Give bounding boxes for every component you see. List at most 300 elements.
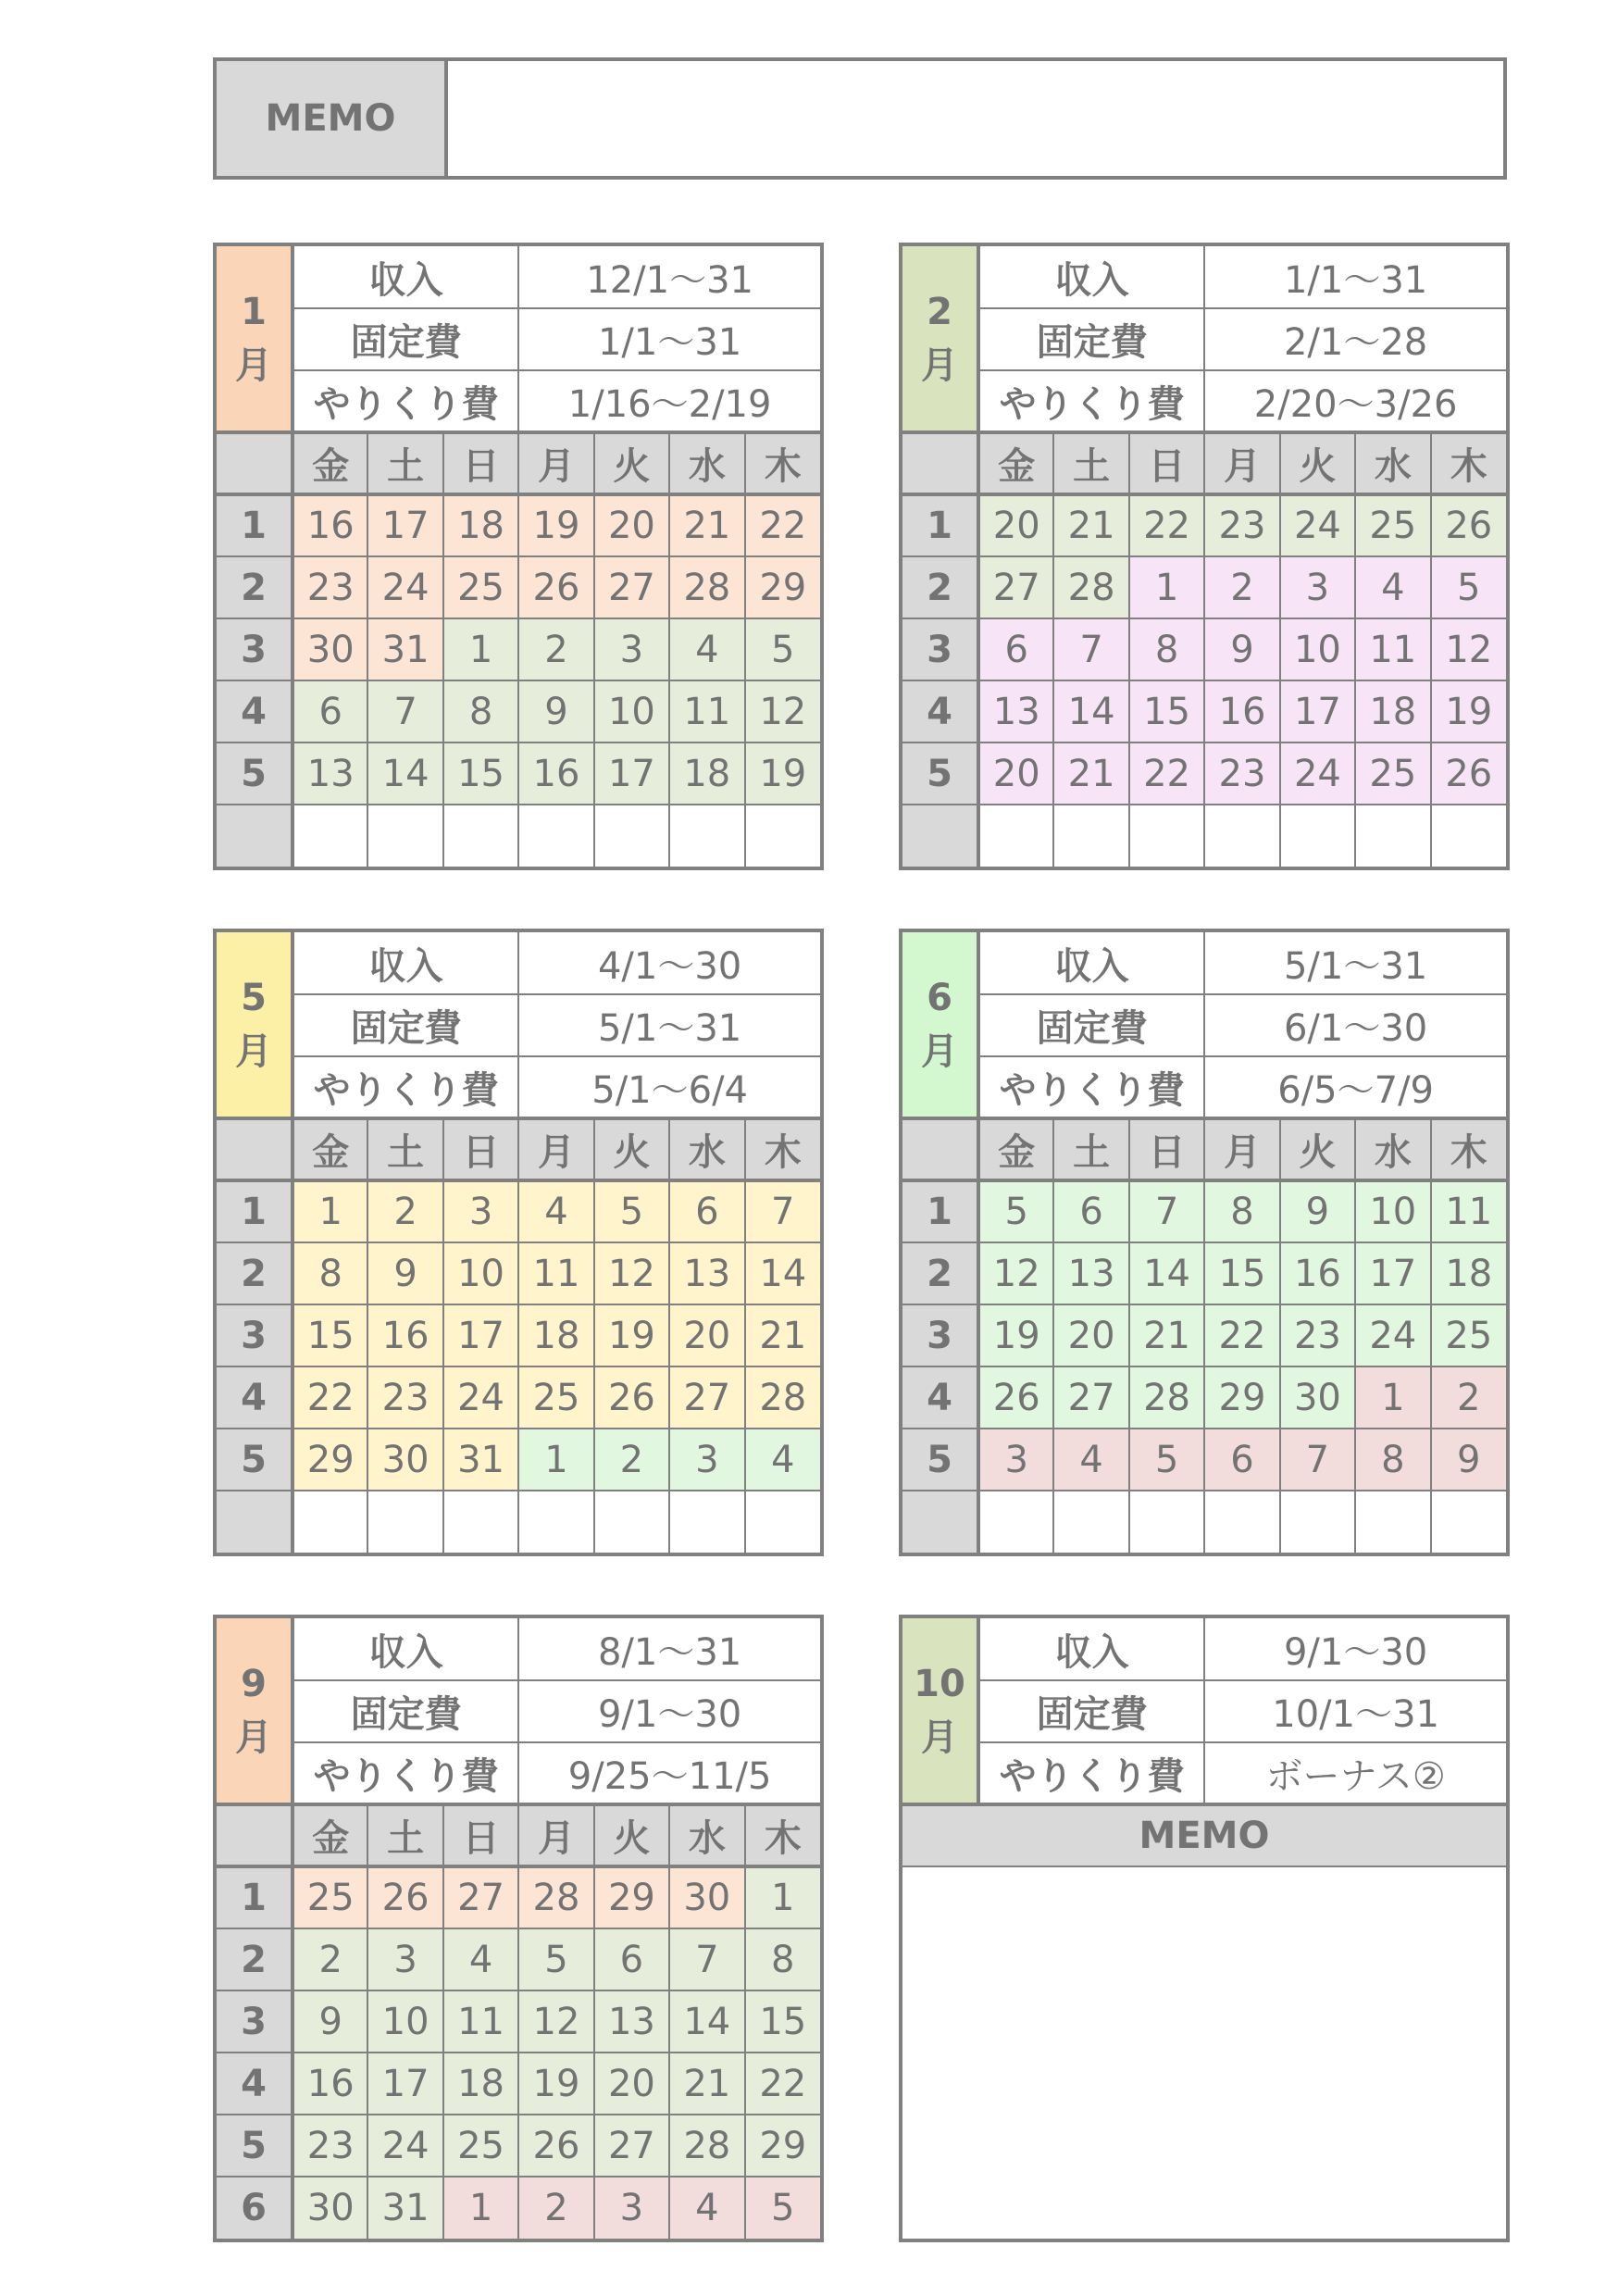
weekday-header: 水 — [1355, 1118, 1430, 1180]
day-cell[interactable]: 17 — [1355, 1242, 1430, 1304]
week-row — [902, 1242, 1506, 1304]
day-cell[interactable]: 8 — [292, 1242, 367, 1304]
day-cell[interactable]: 21 — [669, 2053, 744, 2115]
day-cell[interactable]: 23 — [1280, 1304, 1355, 1366]
day-cell[interactable]: 23 — [367, 1366, 442, 1429]
day-cell[interactable]: 17 — [367, 2053, 442, 2115]
day-cell[interactable] — [978, 805, 1053, 867]
month-label — [902, 246, 978, 432]
day-cell[interactable]: 5 — [745, 2177, 820, 2239]
day-cell[interactable]: 18 — [443, 494, 518, 556]
top-memo-label: MEMO — [217, 61, 448, 176]
header-row-fixed — [217, 1680, 820, 1742]
month-number: 2 — [927, 290, 952, 333]
day-cell[interactable]: 24 — [443, 1366, 518, 1429]
week-number: 5 — [217, 742, 292, 805]
day-cell[interactable]: 6 — [1204, 1429, 1279, 1491]
day-cell[interactable]: 27 — [594, 556, 669, 618]
day-cell[interactable]: 13 — [1053, 1242, 1128, 1304]
day-cell[interactable]: 7 — [1053, 618, 1128, 680]
day-cell[interactable] — [443, 805, 518, 867]
day-cell[interactable]: 17 — [1280, 680, 1355, 742]
weekday-header: 金 — [292, 1804, 367, 1866]
month-unit: 月 — [235, 343, 272, 387]
day-cell[interactable]: 30 — [292, 2177, 367, 2239]
day-cell[interactable]: 11 — [443, 1990, 518, 2053]
day-cell[interactable] — [1053, 1491, 1128, 1553]
fixed-range[interactable]: 10/1～31 — [1204, 1680, 1506, 1742]
day-cell[interactable]: 15 — [745, 1990, 820, 2053]
day-cell[interactable]: 23 — [292, 2115, 367, 2177]
day-cell[interactable]: 3 — [594, 2177, 669, 2239]
day-cell[interactable] — [1129, 805, 1204, 867]
week-row — [217, 1990, 820, 2053]
day-cell[interactable]: 22 — [1129, 742, 1204, 805]
day-cell[interactable]: 6 — [669, 1180, 744, 1242]
day-cell[interactable]: 21 — [1053, 742, 1128, 805]
day-cell[interactable]: 8 — [1204, 1180, 1279, 1242]
day-cell[interactable]: 5 — [1129, 1429, 1204, 1491]
day-cell[interactable]: 10 — [1280, 618, 1355, 680]
income-label: 収入 — [292, 1618, 518, 1680]
day-cell[interactable]: 24 — [1280, 494, 1355, 556]
day-cell[interactable]: 28 — [1053, 556, 1128, 618]
header-row-variable — [217, 370, 820, 432]
weekday-header-corner — [902, 432, 978, 494]
income-range[interactable]: 4/1～30 — [518, 932, 820, 994]
day-cell[interactable]: 16 — [1204, 680, 1279, 742]
day-cell[interactable]: 16 — [1280, 1242, 1355, 1304]
header-row-fixed — [902, 308, 1506, 370]
day-cell[interactable]: 4 — [745, 1429, 820, 1491]
memo-header-row — [902, 1804, 1506, 1866]
weekday-header-corner — [902, 1118, 978, 1180]
day-cell[interactable]: 14 — [1129, 1242, 1204, 1304]
month-label — [217, 246, 292, 432]
week-number: 2 — [217, 556, 292, 618]
day-cell[interactable]: 17 — [594, 742, 669, 805]
fixed-range[interactable]: 2/1～28 — [1204, 308, 1506, 370]
day-cell[interactable]: 25 — [443, 556, 518, 618]
fixed-range[interactable]: 1/1～31 — [518, 308, 820, 370]
weekday-header: 水 — [669, 1118, 744, 1180]
day-cell[interactable]: 6 — [594, 1928, 669, 1990]
day-cell[interactable]: 20 — [594, 2053, 669, 2115]
fixed-label: 固定費 — [292, 994, 518, 1056]
day-cell[interactable]: 9 — [1431, 1429, 1506, 1491]
top-memo-area[interactable] — [448, 61, 1503, 176]
fixed-label: 固定費 — [978, 1680, 1204, 1742]
day-cell[interactable]: 29 — [745, 556, 820, 618]
weekday-header: 土 — [1053, 1118, 1128, 1180]
weekday-header-corner — [217, 1804, 292, 1866]
day-cell[interactable]: 24 — [1355, 1304, 1430, 1366]
day-cell[interactable]: 4 — [669, 618, 744, 680]
day-cell[interactable]: 17 — [443, 1304, 518, 1366]
day-cell[interactable]: 21 — [745, 1304, 820, 1366]
day-cell[interactable]: 19 — [978, 1304, 1053, 1366]
day-cell[interactable] — [745, 1491, 820, 1553]
week-row — [217, 742, 820, 805]
header-row-income — [902, 1618, 1506, 1680]
day-cell[interactable]: 5 — [745, 618, 820, 680]
day-cell[interactable]: 16 — [292, 494, 367, 556]
day-cell[interactable]: 14 — [669, 1990, 744, 2053]
week-row — [217, 2053, 820, 2115]
day-cell[interactable]: 19 — [1431, 680, 1506, 742]
day-cell[interactable]: 27 — [978, 556, 1053, 618]
week-number: 2 — [902, 1242, 978, 1304]
month-table — [217, 1618, 820, 2239]
day-cell[interactable]: 25 — [1355, 494, 1430, 556]
week-row — [902, 618, 1506, 680]
day-cell[interactable]: 8 — [1129, 618, 1204, 680]
day-cell[interactable]: 11 — [1355, 618, 1430, 680]
income-label: 収入 — [978, 1618, 1204, 1680]
day-cell[interactable]: 23 — [1204, 742, 1279, 805]
day-cell[interactable]: 1 — [1355, 1366, 1430, 1429]
week-number: 3 — [217, 618, 292, 680]
day-cell[interactable]: 31 — [367, 618, 442, 680]
income-range[interactable]: 5/1～31 — [1204, 932, 1506, 994]
day-cell[interactable]: 31 — [443, 1429, 518, 1491]
day-cell[interactable] — [669, 805, 744, 867]
day-cell[interactable]: 22 — [1204, 1304, 1279, 1366]
memo-area[interactable] — [902, 1866, 1506, 2239]
day-cell[interactable] — [594, 1491, 669, 1553]
week-row — [217, 1304, 820, 1366]
day-cell[interactable] — [1355, 805, 1430, 867]
day-cell[interactable]: 7 — [367, 680, 442, 742]
day-cell[interactable]: 13 — [978, 680, 1053, 742]
day-cell[interactable]: 26 — [518, 556, 593, 618]
day-cell[interactable]: 25 — [1431, 1304, 1506, 1366]
variable-range[interactable]: 6/5～7/9 — [1204, 1056, 1506, 1118]
day-cell[interactable]: 14 — [1053, 680, 1128, 742]
day-cell[interactable]: 9 — [367, 1242, 442, 1304]
day-cell[interactable]: 27 — [669, 1366, 744, 1429]
day-cell[interactable] — [594, 805, 669, 867]
day-cell[interactable] — [1053, 805, 1128, 867]
day-cell[interactable]: 3 — [1280, 556, 1355, 618]
day-cell[interactable]: 10 — [1355, 1180, 1430, 1242]
day-cell[interactable]: 2 — [518, 618, 593, 680]
income-range[interactable]: 12/1～31 — [518, 246, 820, 308]
weekday-header: 月 — [518, 1804, 593, 1866]
weekday-header-row — [217, 432, 820, 494]
day-cell[interactable]: 22 — [745, 494, 820, 556]
income-range[interactable]: 8/1～31 — [518, 1618, 820, 1680]
day-cell[interactable]: 13 — [292, 742, 367, 805]
day-cell[interactable] — [1204, 805, 1279, 867]
day-cell[interactable]: 23 — [292, 556, 367, 618]
day-cell[interactable] — [292, 805, 367, 867]
variable-range[interactable]: 9/25～11/5 — [518, 1742, 820, 1804]
day-cell[interactable]: 26 — [1431, 494, 1506, 556]
day-cell[interactable]: 4 — [1355, 556, 1430, 618]
day-cell[interactable]: 9 — [292, 1990, 367, 2053]
weekday-header: 火 — [594, 432, 669, 494]
day-cell[interactable]: 2 — [292, 1928, 367, 1990]
day-cell[interactable]: 2 — [1431, 1366, 1506, 1429]
day-cell[interactable]: 9 — [1280, 1180, 1355, 1242]
day-cell[interactable]: 8 — [443, 680, 518, 742]
day-cell[interactable] — [1129, 1491, 1204, 1553]
day-cell[interactable]: 19 — [745, 742, 820, 805]
day-cell[interactable]: 8 — [1355, 1429, 1430, 1491]
day-cell[interactable]: 16 — [367, 1304, 442, 1366]
day-cell[interactable]: 11 — [669, 680, 744, 742]
weekday-header: 金 — [292, 1118, 367, 1180]
day-cell[interactable]: 6 — [292, 680, 367, 742]
day-cell[interactable]: 6 — [978, 618, 1053, 680]
day-cell[interactable]: 11 — [1431, 1180, 1506, 1242]
variable-range[interactable]: 5/1～6/4 — [518, 1056, 820, 1118]
day-cell[interactable]: 28 — [745, 1366, 820, 1429]
day-cell[interactable]: 27 — [443, 1866, 518, 1928]
header-row-variable — [217, 1056, 820, 1118]
day-cell[interactable]: 12 — [594, 1242, 669, 1304]
day-cell[interactable]: 13 — [594, 1990, 669, 2053]
day-cell[interactable]: 28 — [518, 1866, 593, 1928]
day-cell[interactable]: 26 — [518, 2115, 593, 2177]
day-cell[interactable]: 28 — [1129, 1366, 1204, 1429]
day-cell[interactable]: 17 — [367, 494, 442, 556]
day-cell[interactable]: 9 — [1204, 618, 1279, 680]
day-cell[interactable]: 23 — [1204, 494, 1279, 556]
day-cell[interactable]: 7 — [669, 1928, 744, 1990]
day-cell[interactable] — [1355, 1491, 1430, 1553]
day-cell[interactable]: 29 — [594, 1866, 669, 1928]
week-number: 4 — [217, 2053, 292, 2115]
day-cell[interactable]: 7 — [745, 1180, 820, 1242]
day-cell[interactable]: 13 — [669, 1242, 744, 1304]
day-cell[interactable] — [367, 1491, 442, 1553]
day-cell[interactable]: 24 — [1280, 742, 1355, 805]
variable-range[interactable]: 2/20～3/26 — [1204, 370, 1506, 432]
day-cell[interactable]: 12 — [518, 1990, 593, 2053]
day-cell[interactable]: 2 — [594, 1429, 669, 1491]
day-cell[interactable]: 30 — [669, 1866, 744, 1928]
day-cell[interactable]: 2 — [367, 1180, 442, 1242]
fixed-range[interactable]: 9/1～30 — [518, 1680, 820, 1742]
day-cell[interactable]: 25 — [1355, 742, 1430, 805]
week-number: 1 — [217, 494, 292, 556]
day-cell[interactable]: 8 — [745, 1928, 820, 1990]
day-cell[interactable]: 26 — [367, 1866, 442, 1928]
day-cell[interactable]: 15 — [1129, 680, 1204, 742]
day-cell[interactable]: 14 — [745, 1242, 820, 1304]
month-block-2 — [899, 243, 1510, 870]
day-cell[interactable]: 19 — [518, 494, 593, 556]
day-cell[interactable]: 24 — [367, 2115, 442, 2177]
day-cell[interactable]: 28 — [669, 556, 744, 618]
day-cell[interactable]: 1 — [443, 2177, 518, 2239]
month-number: 10 — [914, 1662, 965, 1705]
day-cell[interactable] — [443, 1491, 518, 1553]
weekday-header: 木 — [1431, 432, 1506, 494]
day-cell[interactable]: 20 — [669, 1304, 744, 1366]
weekday-header: 木 — [745, 432, 820, 494]
day-cell[interactable]: 19 — [594, 1304, 669, 1366]
day-cell[interactable] — [745, 805, 820, 867]
weekday-header-row — [217, 1804, 820, 1866]
week-number: 2 — [217, 1928, 292, 1990]
day-cell[interactable]: 25 — [292, 1866, 367, 1928]
day-cell[interactable] — [367, 805, 442, 867]
day-cell[interactable]: 21 — [1053, 494, 1128, 556]
day-cell[interactable] — [518, 805, 593, 867]
day-cell[interactable]: 6 — [1053, 1180, 1128, 1242]
day-cell[interactable] — [1431, 1491, 1506, 1553]
day-cell[interactable]: 3 — [978, 1429, 1053, 1491]
day-cell[interactable]: 30 — [292, 618, 367, 680]
day-cell[interactable]: 15 — [443, 742, 518, 805]
variable-label: やりくり費 — [292, 370, 518, 432]
day-cell[interactable]: 24 — [367, 556, 442, 618]
month-block-1 — [213, 243, 824, 870]
day-cell[interactable]: 18 — [518, 1304, 593, 1366]
fixed-range[interactable]: 6/1～30 — [1204, 994, 1506, 1056]
day-cell[interactable]: 1 — [443, 618, 518, 680]
day-cell[interactable]: 18 — [1355, 680, 1430, 742]
day-cell[interactable]: 30 — [367, 1429, 442, 1491]
day-cell[interactable] — [1280, 1491, 1355, 1553]
day-cell[interactable]: 3 — [594, 618, 669, 680]
week-number: 4 — [217, 1366, 292, 1429]
day-cell[interactable]: 16 — [518, 742, 593, 805]
day-cell[interactable] — [1431, 805, 1506, 867]
day-cell[interactable]: 22 — [1129, 494, 1204, 556]
day-cell[interactable]: 29 — [1204, 1366, 1279, 1429]
day-cell[interactable]: 14 — [367, 742, 442, 805]
day-cell[interactable]: 30 — [1280, 1366, 1355, 1429]
day-cell[interactable] — [518, 1491, 593, 1553]
day-cell[interactable]: 21 — [1129, 1304, 1204, 1366]
day-cell[interactable]: 12 — [978, 1242, 1053, 1304]
day-cell[interactable]: 12 — [1431, 618, 1506, 680]
day-cell[interactable]: 5 — [978, 1180, 1053, 1242]
day-cell[interactable]: 29 — [292, 1429, 367, 1491]
day-cell[interactable]: 9 — [518, 680, 593, 742]
week-number: 2 — [902, 556, 978, 618]
day-cell[interactable]: 2 — [518, 2177, 593, 2239]
variable-range[interactable]: 1/16～2/19 — [518, 370, 820, 432]
day-cell[interactable]: 20 — [978, 494, 1053, 556]
day-cell[interactable]: 3 — [669, 1429, 744, 1491]
month-label — [217, 1618, 292, 1804]
day-cell[interactable]: 18 — [443, 2053, 518, 2115]
income-label: 収入 — [292, 246, 518, 308]
header-row-fixed — [902, 994, 1506, 1056]
day-cell[interactable]: 22 — [745, 2053, 820, 2115]
day-cell[interactable]: 3 — [367, 1928, 442, 1990]
week-number: 3 — [217, 1990, 292, 2053]
day-cell[interactable]: 10 — [443, 1242, 518, 1304]
week-row — [217, 805, 820, 867]
day-cell[interactable]: 20 — [1053, 1304, 1128, 1366]
day-cell[interactable] — [669, 1491, 744, 1553]
day-cell[interactable]: 26 — [1431, 742, 1506, 805]
day-cell[interactable]: 4 — [443, 1928, 518, 1990]
day-cell[interactable]: 25 — [518, 1366, 593, 1429]
day-cell[interactable]: 4 — [518, 1180, 593, 1242]
income-label: 収入 — [978, 932, 1204, 994]
day-cell[interactable] — [978, 1491, 1053, 1553]
day-cell[interactable]: 18 — [1431, 1242, 1506, 1304]
day-cell[interactable]: 28 — [669, 2115, 744, 2177]
memo-label: MEMO — [902, 1804, 1506, 1866]
day-cell[interactable]: 1 — [518, 1429, 593, 1491]
day-cell[interactable]: 27 — [594, 2115, 669, 2177]
month-unit: 月 — [235, 1716, 272, 1759]
day-cell[interactable]: 7 — [1129, 1180, 1204, 1242]
day-cell[interactable]: 5 — [1431, 556, 1506, 618]
day-cell[interactable]: 7 — [1280, 1429, 1355, 1491]
day-cell[interactable]: 25 — [443, 2115, 518, 2177]
day-cell[interactable]: 4 — [669, 2177, 744, 2239]
variable-range[interactable]: ボーナス② — [1204, 1742, 1506, 1804]
day-cell[interactable] — [1204, 1491, 1279, 1553]
day-cell[interactable]: 11 — [518, 1242, 593, 1304]
week-number: 2 — [217, 1242, 292, 1304]
day-cell[interactable]: 19 — [518, 2053, 593, 2115]
day-cell[interactable]: 1 — [292, 1180, 367, 1242]
week-number: 1 — [902, 1180, 978, 1242]
day-cell[interactable]: 21 — [669, 494, 744, 556]
income-range[interactable]: 1/1～31 — [1204, 246, 1506, 308]
week-number: 1 — [217, 1180, 292, 1242]
day-cell[interactable]: 10 — [367, 1990, 442, 2053]
header-row-income — [217, 932, 820, 994]
day-cell[interactable]: 2 — [1204, 556, 1279, 618]
day-cell[interactable]: 12 — [745, 680, 820, 742]
income-range[interactable]: 9/1～30 — [1204, 1618, 1506, 1680]
day-cell[interactable]: 31 — [367, 2177, 442, 2239]
day-cell[interactable] — [1280, 805, 1355, 867]
day-cell[interactable]: 27 — [1053, 1366, 1128, 1429]
month-unit: 月 — [921, 1029, 958, 1073]
month-table — [902, 246, 1506, 867]
day-cell[interactable]: 5 — [594, 1180, 669, 1242]
day-cell[interactable]: 26 — [594, 1366, 669, 1429]
day-cell[interactable]: 15 — [1204, 1242, 1279, 1304]
day-cell[interactable]: 16 — [292, 2053, 367, 2115]
month-block-5 — [213, 929, 824, 1556]
day-cell[interactable]: 20 — [594, 494, 669, 556]
day-cell[interactable]: 3 — [443, 1180, 518, 1242]
weekday-header: 日 — [443, 1804, 518, 1866]
weekday-header: 木 — [1431, 1118, 1506, 1180]
variable-label: やりくり費 — [978, 1056, 1204, 1118]
day-cell[interactable]: 15 — [292, 1304, 367, 1366]
day-cell[interactable]: 5 — [518, 1928, 593, 1990]
day-cell[interactable]: 10 — [594, 680, 669, 742]
day-cell[interactable] — [292, 1491, 367, 1553]
day-cell[interactable]: 18 — [669, 742, 744, 805]
fixed-label: 固定費 — [978, 994, 1204, 1056]
day-cell[interactable]: 4 — [1053, 1429, 1128, 1491]
day-cell[interactable]: 1 — [745, 1866, 820, 1928]
week-row — [217, 1866, 820, 1928]
fixed-range[interactable]: 5/1～31 — [518, 994, 820, 1056]
day-cell[interactable]: 29 — [745, 2115, 820, 2177]
weekday-header: 日 — [443, 1118, 518, 1180]
day-cell[interactable]: 22 — [292, 1366, 367, 1429]
day-cell[interactable]: 26 — [978, 1366, 1053, 1429]
day-cell[interactable]: 20 — [978, 742, 1053, 805]
day-cell[interactable]: 1 — [1129, 556, 1204, 618]
